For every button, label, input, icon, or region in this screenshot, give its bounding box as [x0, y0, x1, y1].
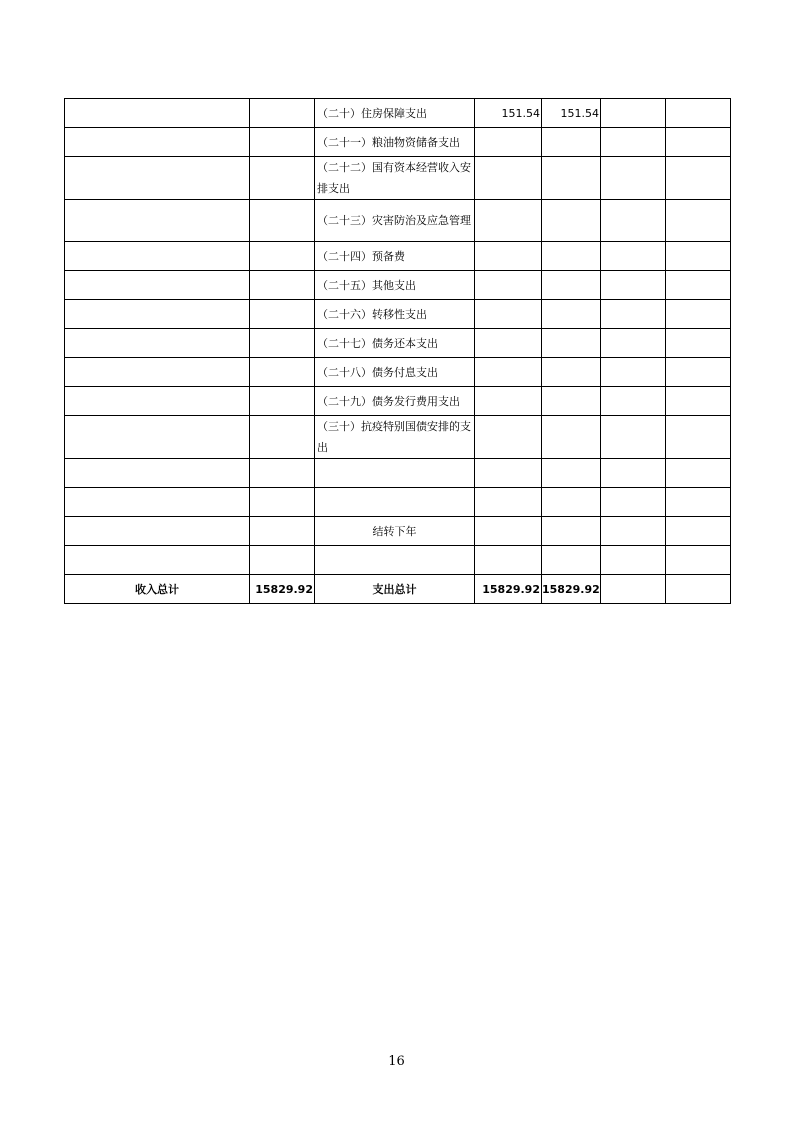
income-total-value: 15829.92	[250, 575, 315, 604]
expense-item: （二十四）预备费	[315, 242, 475, 271]
expense-item: （二十二）国有资本经营收入安排支出	[315, 157, 475, 200]
expense-item: （二十一）粮油物资储备支出	[315, 128, 475, 157]
table-row	[65, 242, 731, 271]
table-row	[65, 271, 731, 300]
table-row	[65, 358, 731, 387]
expense-item: （二十七）债务还本支出	[315, 329, 475, 358]
table-row	[65, 99, 731, 128]
carry-forward-label: 结转下年	[315, 517, 475, 546]
expense-total-value: 15829.92	[542, 575, 601, 604]
expense-total-value: 15829.92	[475, 575, 542, 604]
expense-item: （三十）抗疫特别国债安排的支出	[315, 416, 475, 459]
expense-total-label: 支出总计	[315, 575, 475, 604]
table-row	[65, 416, 731, 459]
table-row	[65, 200, 731, 242]
expense-amount: 151.54	[542, 99, 601, 128]
table-row	[65, 517, 731, 546]
table-row	[65, 546, 731, 575]
table-row	[65, 300, 731, 329]
budget-table	[64, 98, 731, 604]
table-row	[65, 459, 731, 488]
totals-row	[65, 575, 731, 604]
table-row	[65, 157, 731, 200]
table-row	[65, 128, 731, 157]
table-row	[65, 329, 731, 358]
expense-item: （二十五）其他支出	[315, 271, 475, 300]
expense-item: （二十三）灾害防治及应急管理	[315, 200, 475, 242]
expense-amount: 151.54	[475, 99, 542, 128]
table-row	[65, 387, 731, 416]
page-number: 16	[388, 1054, 405, 1069]
income-total-label: 收入总计	[65, 575, 250, 604]
expense-item: （二十九）债务发行费用支出	[315, 387, 475, 416]
expense-item: （二十）住房保障支出	[315, 99, 475, 128]
table-row	[65, 488, 731, 517]
expense-item: （二十八）债务付息支出	[315, 358, 475, 387]
expense-item: （二十六）转移性支出	[315, 300, 475, 329]
